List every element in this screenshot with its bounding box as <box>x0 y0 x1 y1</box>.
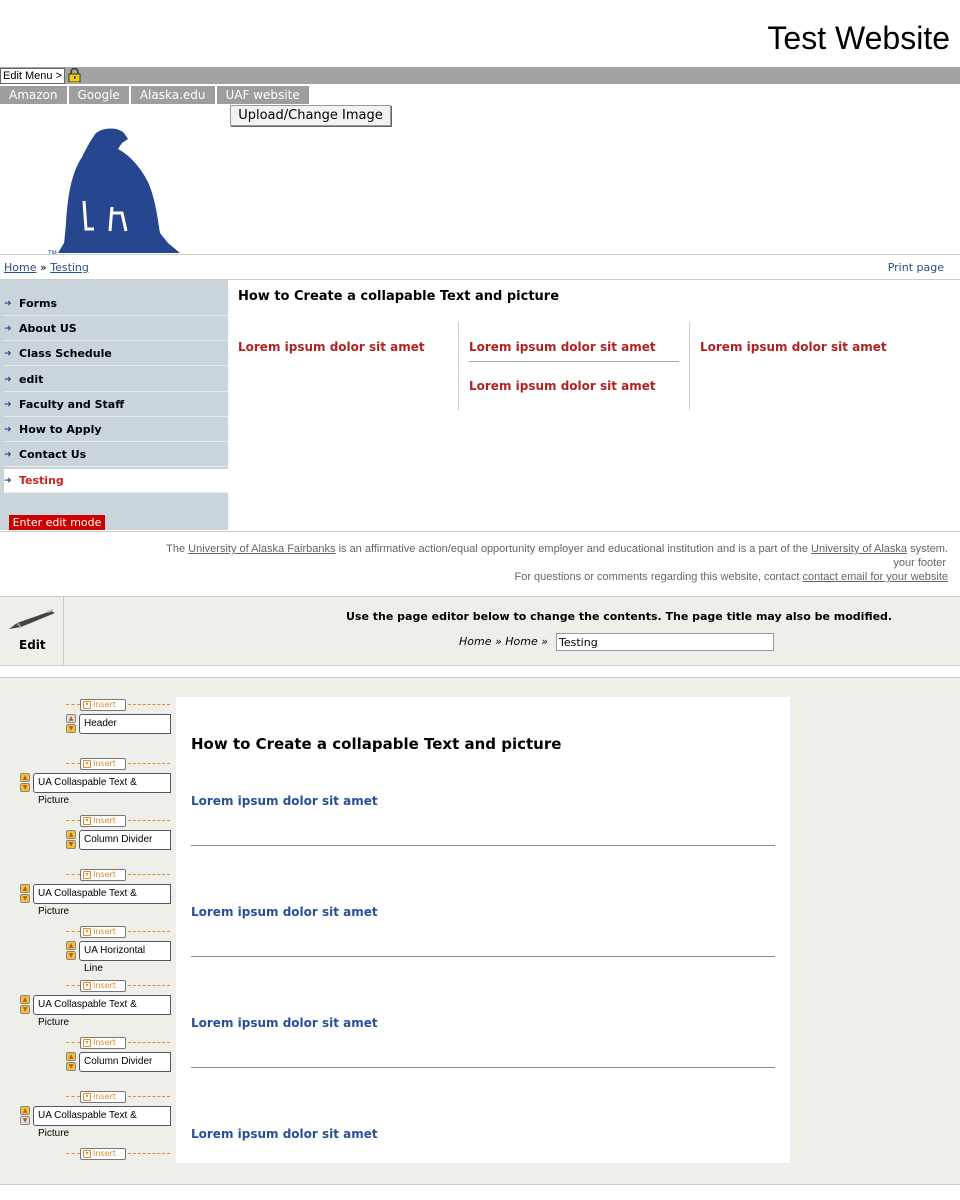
insert-arrow-icon: ▾ <box>83 760 91 768</box>
horizontal-rule <box>191 956 775 957</box>
move-buttons <box>66 830 77 850</box>
footer-text: The <box>166 543 186 555</box>
insert-button[interactable] <box>80 869 126 881</box>
arrow-icon: ➜ <box>4 324 12 334</box>
move-buttons <box>66 941 77 961</box>
topnav-uaf-website[interactable]: UAF website <box>217 86 309 104</box>
move-up-icon[interactable]: ▲ <box>20 995 30 1004</box>
block-label: Column Divider <box>79 830 171 850</box>
edit-mode-box <box>0 596 64 666</box>
move-down-icon[interactable]: ▼ <box>66 840 76 849</box>
enter-edit-mode-button[interactable]: Enter edit mode <box>9 515 105 530</box>
contact-email-link[interactable]: contact email for your website <box>802 571 948 583</box>
sidebar-item-label: How to Apply <box>19 423 102 436</box>
move-down-icon[interactable]: ▼ <box>20 894 30 903</box>
horizontal-rule <box>191 845 775 846</box>
block-label: UA Collaspable Text & Picture <box>33 995 171 1015</box>
insert-button[interactable] <box>80 980 126 992</box>
canvas-link[interactable]: Lorem ipsum dolor sit amet <box>191 1127 378 1141</box>
column-divider <box>689 322 690 410</box>
block-label: UA Horizontal Line <box>79 941 171 961</box>
top-nav <box>0 86 311 104</box>
uaf-link[interactable]: University of Alaska Fairbanks <box>188 543 336 555</box>
move-down-icon[interactable]: ▼ <box>20 783 30 792</box>
page-title-input[interactable] <box>556 633 774 651</box>
column-divider <box>458 322 459 410</box>
insert-arrow-icon: ▾ <box>83 1150 91 1158</box>
edit-menu-bar <box>0 67 960 84</box>
insert-button[interactable] <box>80 1037 126 1049</box>
footer-text: For questions or comments regarding this website, contact <box>514 571 800 583</box>
content-link[interactable]: Lorem ipsum dolor sit amet <box>469 379 656 393</box>
divider <box>0 254 960 255</box>
edit-label: Edit <box>19 638 46 652</box>
upload-image-button[interactable]: Upload/Change Image <box>230 105 391 126</box>
topnav-amazon[interactable]: Amazon <box>0 86 67 104</box>
canvas-link[interactable]: Lorem ipsum dolor sit amet <box>191 794 378 808</box>
block-label: Column Divider <box>79 1052 171 1072</box>
sidebar-item-label: About US <box>19 322 77 335</box>
divider <box>0 531 960 532</box>
editor-instructions: Use the page editor below to change the contents. The page title may also be modified. <box>346 610 893 623</box>
ua-link[interactable]: University of Alaska <box>811 543 908 555</box>
insert-marker[interactable] <box>66 926 170 938</box>
content-link[interactable]: Lorem ipsum dolor sit amet <box>700 340 887 354</box>
horizontal-rule <box>469 361 679 362</box>
breadcrumb-sep: » <box>39 261 47 274</box>
insert-arrow-icon: ▾ <box>83 701 91 709</box>
arrow-icon: ➜ <box>4 476 12 486</box>
sidebar-item-class-schedule[interactable] <box>4 342 228 366</box>
lock-icon[interactable] <box>68 68 81 82</box>
content-link[interactable]: Lorem ipsum dolor sit amet <box>238 340 425 354</box>
arrow-icon: ➜ <box>4 349 12 359</box>
move-up-icon[interactable]: ▲ <box>66 1052 76 1061</box>
sidebar-item-edit[interactable] <box>4 368 228 392</box>
edit-menu-button[interactable]: Edit Menu > <box>0 68 65 84</box>
sidebar-item-how-to-apply[interactable] <box>4 418 228 442</box>
arrow-icon: ➜ <box>4 400 12 410</box>
insert-marker[interactable] <box>66 1091 170 1103</box>
footer-text: system. <box>910 543 948 555</box>
content-link[interactable]: Lorem ipsum dolor sit amet <box>469 340 656 354</box>
sidebar-item-label: Forms <box>19 297 58 310</box>
arrow-icon: ➜ <box>4 425 12 435</box>
editor-canvas <box>176 697 790 1163</box>
insert-marker[interactable] <box>66 1148 170 1160</box>
move-up-icon[interactable]: ▲ <box>20 773 30 782</box>
move-buttons <box>66 714 77 734</box>
move-down-icon[interactable]: ▼ <box>20 1005 30 1014</box>
sidebar-item-label: Contact Us <box>19 448 87 461</box>
sidebar-item-label: Class Schedule <box>19 347 112 360</box>
insert-label: Insert <box>93 759 116 768</box>
arrow-icon: ➜ <box>4 450 12 460</box>
sidebar-item-label: Faculty and Staff <box>19 398 125 411</box>
insert-button[interactable] <box>80 1091 126 1103</box>
insert-label: Insert <box>93 981 116 990</box>
sidebar-item-about-us[interactable] <box>4 317 228 341</box>
insert-arrow-icon: ▾ <box>83 982 91 990</box>
move-up-icon[interactable]: ▲ <box>66 941 76 950</box>
move-buttons <box>66 1052 77 1072</box>
site-title: Test Website <box>767 20 950 56</box>
breadcrumb-current[interactable]: Testing <box>50 261 89 274</box>
insert-label: Insert <box>93 870 116 879</box>
insert-arrow-icon: ▾ <box>83 928 91 936</box>
arrow-icon: ➜ <box>4 375 12 385</box>
footer-statement <box>166 543 948 555</box>
insert-arrow-icon: ▾ <box>83 817 91 825</box>
block-label: Header <box>79 714 171 734</box>
move-down-icon[interactable]: ▼ <box>66 724 76 733</box>
breadcrumb-home[interactable]: Home <box>4 261 37 274</box>
block-label: UA Collaspable Text & Picture <box>33 884 171 904</box>
insert-label: Insert <box>93 1149 116 1158</box>
insert-button[interactable] <box>80 758 126 770</box>
arrow-icon: ➜ <box>4 299 12 309</box>
insert-button[interactable] <box>80 1148 126 1160</box>
move-buttons <box>20 773 31 793</box>
move-down-icon[interactable]: ▼ <box>66 1062 76 1071</box>
insert-arrow-icon: ▾ <box>83 1093 91 1101</box>
insert-marker[interactable] <box>66 815 170 827</box>
canvas-link[interactable]: Lorem ipsum dolor sit amet <box>191 1016 378 1030</box>
insert-button[interactable] <box>80 815 126 827</box>
insert-arrow-icon: ▾ <box>83 871 91 879</box>
insert-marker[interactable] <box>66 980 170 992</box>
insert-label: Insert <box>93 816 116 825</box>
move-buttons <box>20 884 31 904</box>
sidebar-item-label: edit <box>19 373 44 386</box>
move-up-icon[interactable]: ▲ <box>20 884 30 893</box>
insert-arrow-icon: ▾ <box>83 1039 91 1047</box>
insert-label: Insert <box>93 1038 116 1047</box>
sidebar-item-forms[interactable] <box>4 292 228 316</box>
horizontal-rule <box>191 1067 775 1068</box>
footer-note: your footer <box>893 557 946 569</box>
polar-bear-logo <box>48 125 183 257</box>
canvas-link[interactable]: Lorem ipsum dolor sit amet <box>191 905 378 919</box>
print-page-link[interactable]: Print page <box>887 261 944 274</box>
content-title: How to Create a collapable Text and picture <box>238 289 560 304</box>
topnav-google[interactable]: Google <box>69 86 129 104</box>
breadcrumb <box>4 261 89 274</box>
move-buttons <box>20 995 31 1015</box>
topnav-alaska-edu[interactable]: Alaska.edu <box>131 86 215 104</box>
insert-label: Insert <box>93 700 116 709</box>
move-up-icon[interactable]: ▲ <box>20 1106 30 1115</box>
block-label: UA Collaspable Text & Picture <box>33 773 171 793</box>
sidebar-item-testing[interactable] <box>4 469 228 493</box>
move-down-icon[interactable]: ▼ <box>66 951 76 960</box>
insert-marker[interactable] <box>66 869 170 881</box>
insert-marker[interactable] <box>66 1037 170 1049</box>
insert-marker[interactable] <box>66 699 170 711</box>
footer-contact <box>515 571 949 583</box>
sidebar-item-label: Testing <box>19 474 64 487</box>
footer-text: is an affirmative action/equal opportunity employer and educational institution and is a part of the <box>338 543 808 555</box>
insert-label: Insert <box>93 927 116 936</box>
sidebar-item-faculty[interactable] <box>4 393 228 417</box>
canvas-title[interactable]: How to Create a collapable Text and picture <box>191 735 562 753</box>
insert-marker[interactable] <box>66 758 170 770</box>
move-up-icon[interactable]: ▲ <box>66 830 76 839</box>
move-up-icon[interactable]: ▲ <box>66 714 76 723</box>
editor-breadcrumb: Home » Home » <box>459 635 549 648</box>
insert-button[interactable] <box>80 699 126 711</box>
pen-icon <box>7 609 57 631</box>
insert-button[interactable] <box>80 926 126 938</box>
move-buttons <box>20 1106 31 1126</box>
sidebar <box>0 280 228 530</box>
editor-toolbar <box>0 596 960 666</box>
block-label: UA Collaspable Text & Picture <box>33 1106 171 1126</box>
move-down-icon[interactable]: ▼ <box>20 1116 30 1125</box>
insert-label: Insert <box>93 1092 116 1101</box>
sidebar-item-contact-us[interactable] <box>4 443 228 467</box>
